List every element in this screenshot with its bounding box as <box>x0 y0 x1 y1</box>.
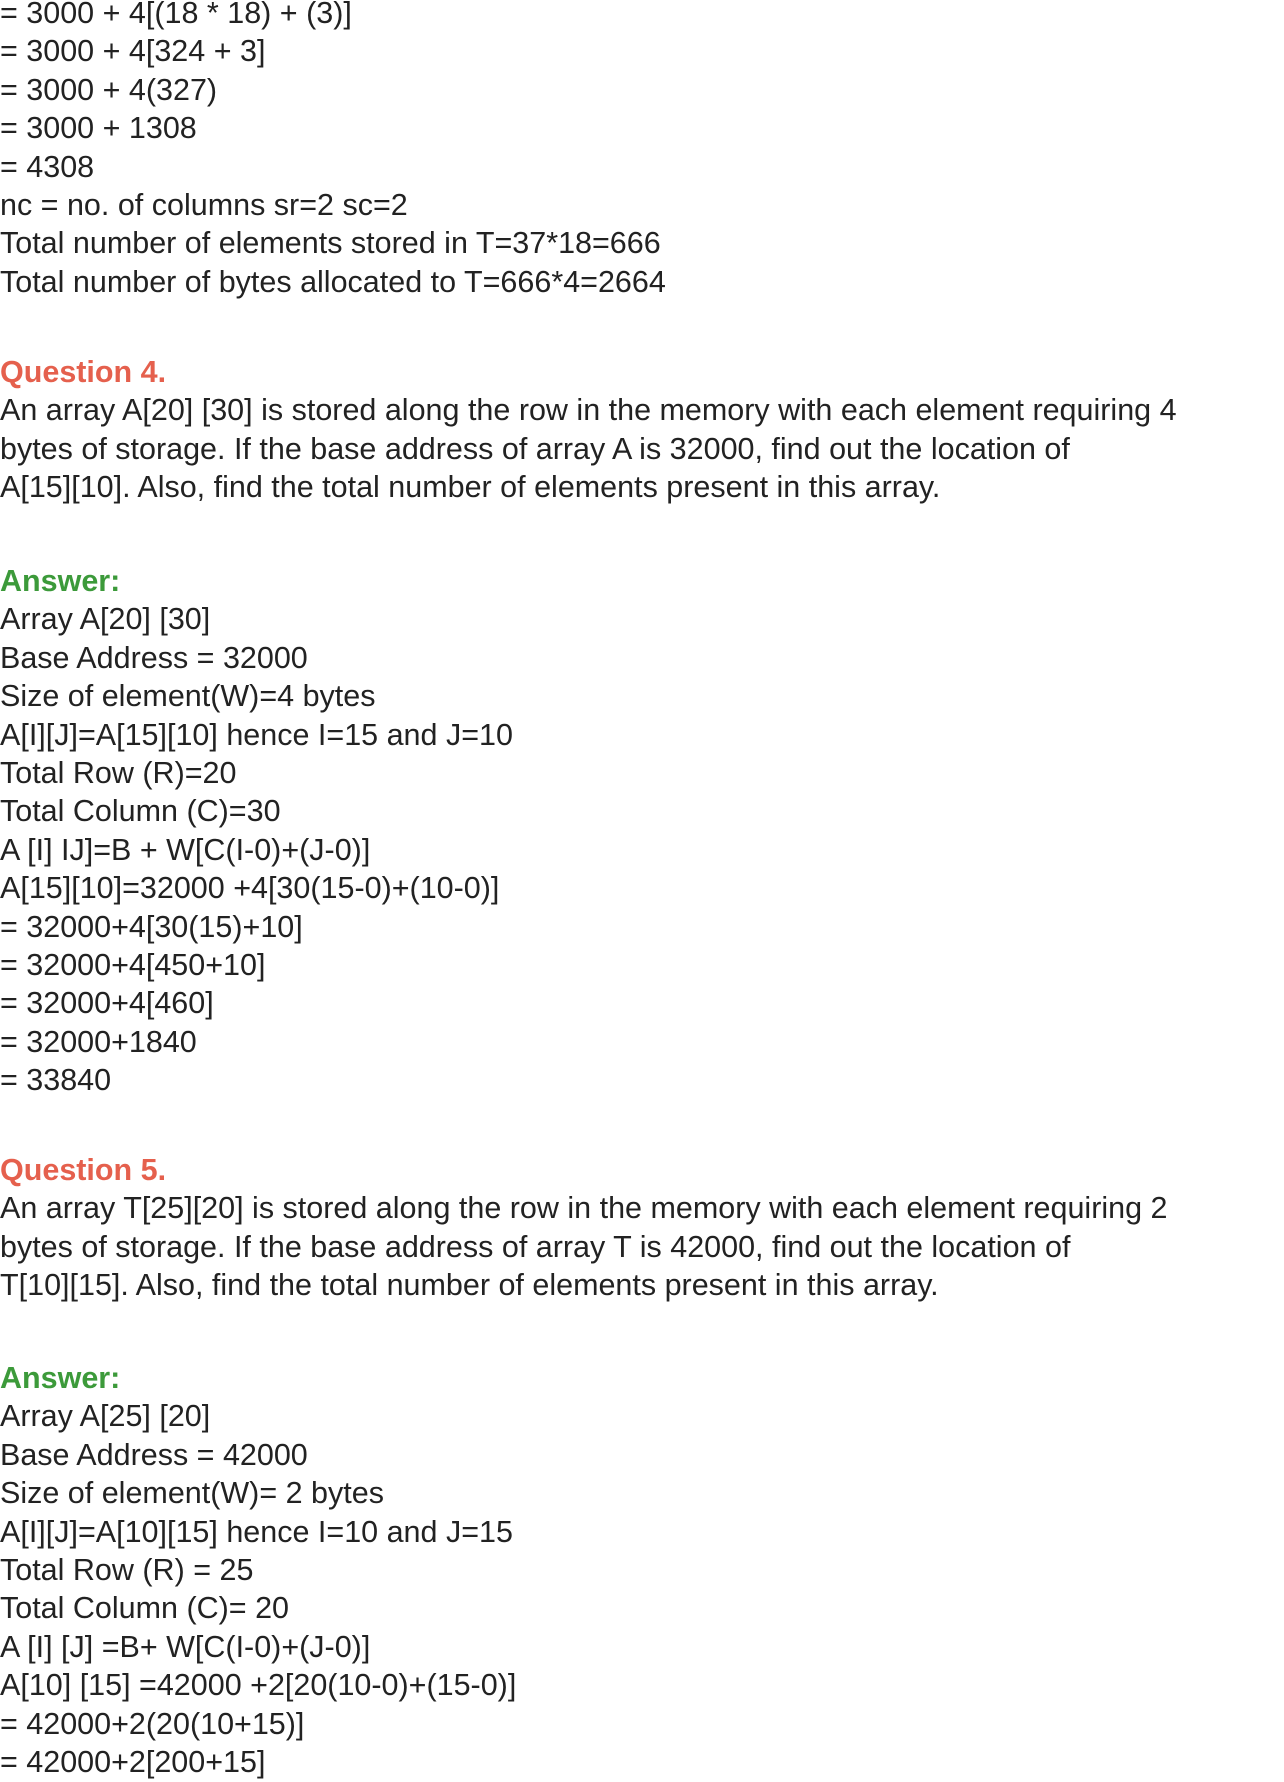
question-4 <box>0 353 1177 507</box>
solution-line: Total number of elements stored in T=37*18=666 <box>0 226 661 261</box>
answer-line: A[15][10]=32000 +4[30(15-0)+(10-0)] <box>0 871 500 906</box>
answer-4 <box>0 562 513 1099</box>
question-text-line: T[10][15]. Also, find the total number of elements present in this array. <box>0 1268 939 1303</box>
answer-line: A[10] [15] =42000 +2[20(10-0)+(15-0)] <box>0 1668 517 1703</box>
answer-line: A[I][J]=A[10][15] hence I=10 and J=15 <box>0 1514 513 1549</box>
answer-line: = 42000+2[200+15] <box>0 1744 266 1779</box>
answer-line: Base Address = 42000 <box>0 1437 308 1472</box>
answer-line: Total Column (C)= 20 <box>0 1591 290 1626</box>
answer-line: = 32000+4[460] <box>0 986 214 1021</box>
answer-line: A [I] IJ]=B + W[C(I-0)+(J-0)] <box>0 832 371 867</box>
answer-line: = 42000+2(20(10+15)] <box>0 1706 305 1741</box>
answer-line: Total Column (C)=30 <box>0 794 281 829</box>
question-heading: Question 4. <box>0 355 167 389</box>
answer-heading: Answer: <box>0 564 121 598</box>
question-text-line: An array A[20] [30] is stored along the row in the memory with each element requiring 4 <box>0 393 1177 428</box>
answer-line: Total Row (R) = 25 <box>0 1552 254 1587</box>
solution-line: Total number of bytes allocated to T=666*4=2664 <box>0 264 666 299</box>
solution-line: = 4308 <box>0 149 95 184</box>
solution-line: = 3000 + 4[(18 * 18) + (3)] <box>0 0 352 30</box>
answer-line: Size of element(W)=4 bytes <box>0 679 376 714</box>
solution-line: = 3000 + 4(327) <box>0 72 218 107</box>
solution-line: = 3000 + 1308 <box>0 111 197 146</box>
question-5 <box>0 1151 1168 1305</box>
question-text-line: bytes of storage. If the base address of array T is 42000, find out the location of <box>0 1229 1071 1264</box>
solution-line: nc = no. of columns sr=2 sc=2 <box>0 187 408 222</box>
answer-line: = 32000+4[450+10] <box>0 947 266 982</box>
answer-line: = 32000+1840 <box>0 1024 197 1059</box>
question-heading: Question 5. <box>0 1153 167 1187</box>
answer-line: Total Row (R)=20 <box>0 755 237 790</box>
question-text-line: A[15][10]. Also, find the total number of elements present in this array. <box>0 470 941 505</box>
answer-line: = 32000+4[30(15)+10] <box>0 909 303 944</box>
solution-line: = 3000 + 4[324 + 3] <box>0 34 266 69</box>
continuation-block <box>0 0 666 301</box>
answer-line: A [I] [J] =B+ W[C(I-0)+(J-0)] <box>0 1629 371 1664</box>
question-text-line: An array T[25][20] is stored along the row in the memory with each element requiring 2 <box>0 1191 1168 1226</box>
answer-heading: Answer: <box>0 1361 121 1395</box>
answer-line: Array A[25] [20] <box>0 1399 211 1434</box>
answer-line: A[I][J]=A[15][10] hence I=15 and J=10 <box>0 717 513 752</box>
answer-line: Size of element(W)= 2 bytes <box>0 1476 384 1511</box>
question-text-line: bytes of storage. If the base address of array A is 32000, find out the location of <box>0 431 1070 466</box>
answer-line: Base Address = 32000 <box>0 640 308 675</box>
answer-5 <box>0 1359 516 1781</box>
answer-line: = 33840 <box>0 1063 112 1098</box>
answer-line: Array A[20] [30] <box>0 602 211 637</box>
